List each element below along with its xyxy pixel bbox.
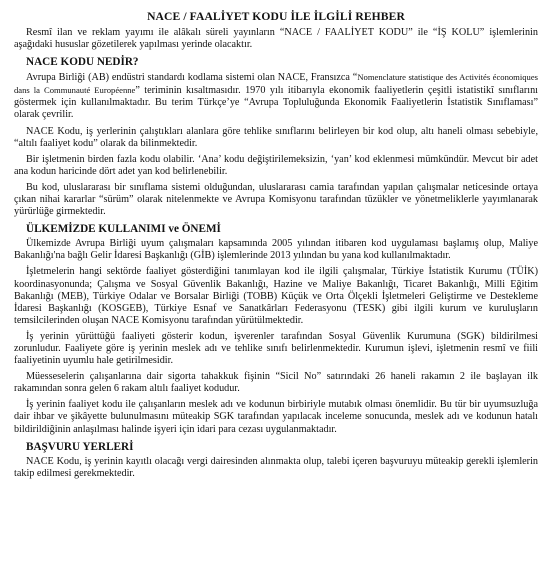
intro-paragraph: Resmî ilan ve reklam yayımı ile alâkalı süreli yayınların “NACE / FAALİYET KODU” ile “İŞ KOLU” işlemlerinin aşağıdaki hususlar gözetilerek yapılması yerinde olacaktır. — [14, 27, 538, 51]
french-term: Nomenclature statistique des Activités économiques dans la Communauté Européenne — [14, 72, 538, 96]
paragraph: İş yerinin faaliyet kodu ile çalışanların meslek adı ve kodunun birbiriyle mutabık olması önemlidir. Bu tür bir uyumsuzluğa dair ihbar ve şikâyette bulunulmasını müteakip SGK tarafından yapılacak inceleme sonucunda, meslek adı ve kodunun hatalı bildirildiğinin anlaşılması halinde işyeri için idari para cezası uygulanmaktadır. — [14, 399, 538, 435]
section-heading-application: BAŞVURU YERLERİ — [26, 440, 134, 453]
paragraph: Bu kod, uluslararası bir sınıflama sistemi olduğundan, uluslararası camia tarafından yapılan çalışmalar neticesinde ortaya çıkan nihai kararlar “sürüm” olarak nitelenmekte ve Avrupa Komisyonu tarafından tüzükler ve yönetmeliklerle yayımlanarak yürürlüğe girmektedir. — [14, 181, 538, 218]
paragraph: İş yerinin yürüttüğü faaliyeti gösterir kodun, işverenler tarafından Sosyal Güvenlik Kurumuna (SGK) bildirilmesi zorunludur. Faaliyete göre iş yerinin meslek adı ve tehlike sınıfı belirlenmektedir. Kurumun işlevi, işletmenin resmî ve fiili faaliyetinin uyumlu hale getirilmesidir. — [14, 330, 538, 367]
section-heading-nace: NACE KODU NEDİR? — [26, 56, 139, 69]
document-title: NACE / FAALİYET KODU İLE İLGİLİ REHBER — [147, 10, 405, 23]
paragraph: Müesseselerin çalışanlarına dair sigorta tahakkuk fişinin “Sicil No” satırındaki 26 haneli rakamın 2 ile başlayan ilk rakamından sonra gelen 6 rakam altılı faaliyet kodudur. — [14, 371, 538, 395]
section-heading-usage: ÜLKEMİZDE KULLANIMI ve ÖNEMİ — [26, 223, 221, 236]
paragraph: NACE Kodu, iş yerinin kayıtlı olacağı vergi dairesinden alınmakta olup, talebi içeren başvuruyu müteakip gerekli işlemlerin takip edilmesi gerekmektedir. — [14, 455, 538, 479]
paragraph: İşletmelerin hangi sektörde faaliyet gösterdiğini tanımlayan kod ile ilgili çalışmalar, Türkiye İstatistik Kurumu (TÜİK) koordinasyonunda; Çalışma ve Sosyal Güvenlik Bakanlığı, Hazine ve Maliye Bakanlığı, Ticaret Bakanlığı, Milli Eğitim Bakanlığı (MEB), Türkiye Odalar ve Borsalar Birliği (TOBB) Küçük ve Orta Ölçekli İşletmeleri Geliştirme ve Destekleme İdaresi Başkanlığı (KOSGEB), Türkiye Esnaf ve Sanatkârları Federasyonu (TESK) gibi ilgili kurum ve kuruluşların temsilcilerinden oluşan NACE Komisyonu tarafından yürütülmektedir. — [14, 266, 538, 326]
paragraph: Bir işletmenin birden fazla kodu olabilir. ‘Ana’ kodu değiştirilemeksizin, ‘yan’ kod eklenmesi mümkündür. Mevcut bir adet ana kodun haricinde dört adet yan kod belirlenebilir. — [14, 153, 538, 177]
paragraph: Avrupa Birliği (AB) endüstri standardı kodlama sistemi olan NACE, Fransızca “Nomenclature statistique des Activités économiques dans la Communauté Européenne” teriminin kısaltmasıdır. 1970 yılı itibarıyla ekonomik faaliyetlerin çeşitli istatistikî sınıflarını göstermek için kullanılmaktadır. Bu terim Türkçe’ye “Avrupa Topluluğunda Ekonomik Faaliyetlerin İstatistik Sınıflaması” olarak çevrilir. — [14, 72, 538, 121]
paragraph: NACE Kodu, iş yerlerinin çalıştıkları alanlara göre tehlike sınıflarını belirleyen bir kod olup, altı haneli olması sebebiyle, “altılı faaliyet kodu” olarak da bilinmektedir. — [14, 125, 538, 149]
paragraph: Ülkemizde Avrupa Birliği uyum çalışmaları kapsamında 2005 yılından itibaren kod uygulaması başlamış olup, Maliye Bakanlığı'na bağlı Gelir İdaresi Başkanlığı (GİB) işlemlerinde 2013 yılından bu yana kod kullanılmaktadır. — [14, 238, 538, 262]
